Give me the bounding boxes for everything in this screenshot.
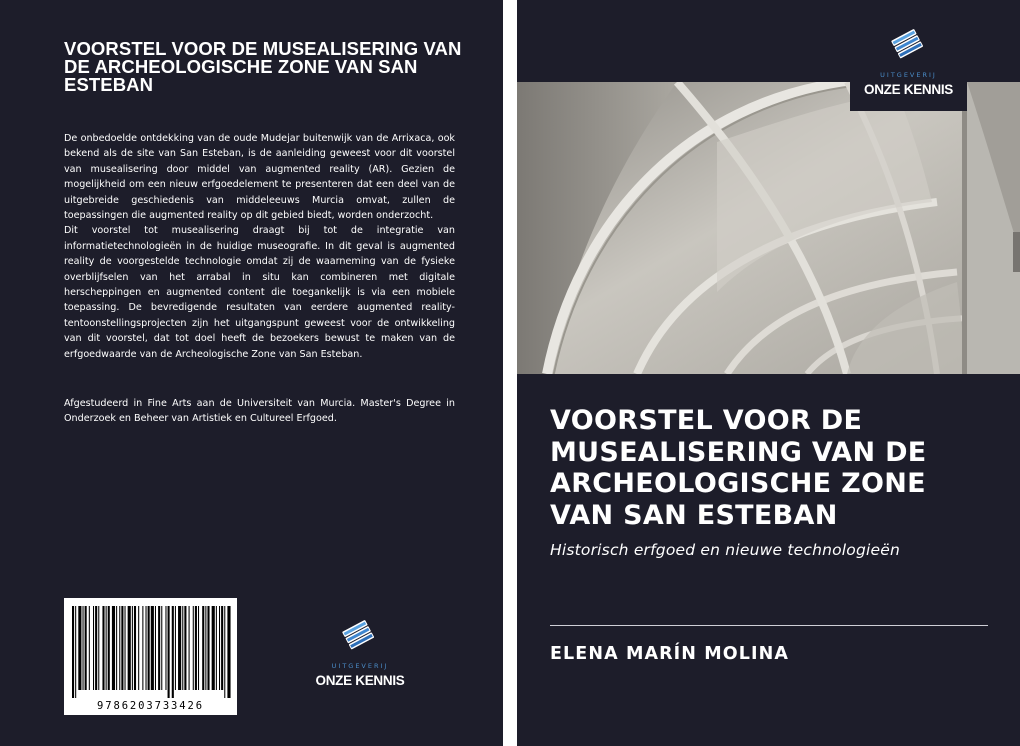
blurb-paragraph-1: De onbedoelde ontdekking van de oude Mudejar buitenwijk van de Arrixaca, ook bekend als de site van San Esteban, is de aanleiding geweest voor dit voorstel van musealisering door middel van augmented reality (AR). Gezien de mogelijkheid om een nieuw erfgoedelement te presenteren dat een deel van de uitgebreide geschiedenis van middeleeuws Murcia omvat, zullen de toepassingen die augmented reality op dit gebied biedt, worden onderzocht. bbox=[64, 133, 455, 222]
barcode-bar bbox=[212, 606, 215, 690]
barcode-bar bbox=[182, 606, 183, 690]
barcode-bar bbox=[148, 606, 150, 690]
barcode-bar bbox=[195, 606, 197, 690]
barcode-bar bbox=[142, 606, 143, 690]
barcode-bar bbox=[112, 606, 115, 690]
barcode-bar bbox=[89, 606, 90, 690]
barcode-bar bbox=[155, 606, 156, 690]
barcode-bar bbox=[202, 606, 204, 690]
barcode-bar bbox=[125, 606, 126, 690]
barcode-bar bbox=[207, 606, 209, 690]
barcode-bar bbox=[172, 606, 174, 698]
barcode-bar bbox=[178, 606, 181, 690]
barcode-bar bbox=[121, 606, 123, 690]
isbn-barcode bbox=[64, 598, 237, 715]
barcode-bar bbox=[98, 606, 99, 690]
barcode-bar bbox=[78, 606, 81, 690]
barcode-bar bbox=[75, 606, 76, 698]
barcode-bar bbox=[108, 606, 110, 690]
back-cover-title: VOORSTEL VOOR DE MUSEALISERING VAN DE ARCHEOLOGISCHE ZONE VAN SAN ESTEBAN bbox=[64, 38, 462, 95]
barcode-bar bbox=[151, 606, 154, 690]
barcode-bar bbox=[119, 606, 120, 690]
barcode-bar bbox=[138, 606, 139, 690]
isbn-digits: 9786203733426 bbox=[68, 700, 233, 712]
vaulted-ceiling-photo bbox=[517, 82, 1020, 374]
publisher-small-label: UITGEVERIJ bbox=[331, 662, 389, 670]
publisher-name: ONZE KENNIS bbox=[864, 82, 953, 97]
barcode-bar bbox=[227, 606, 230, 698]
barcode-bar bbox=[224, 606, 225, 698]
author-name: ELENA MARÍN MOLINA bbox=[550, 644, 789, 664]
back-cover-blurb bbox=[64, 131, 455, 362]
front-publisher-logo bbox=[850, 25, 967, 97]
front-cover-title: VOORSTEL VOOR DE MUSEALISERING VAN DE ARCHEOLOGISCHE ZONE VAN SAN ESTEBAN bbox=[550, 405, 927, 531]
publisher-name: ONZE KENNIS bbox=[315, 673, 405, 688]
barcode-bar bbox=[132, 606, 133, 690]
barcode-bar bbox=[102, 606, 104, 690]
barcode-bar bbox=[93, 606, 94, 690]
ceiling-illustration bbox=[517, 82, 1020, 374]
barcode-bar bbox=[219, 606, 220, 690]
spine-gap bbox=[503, 0, 517, 746]
barcode-bar bbox=[216, 606, 217, 690]
front-cover bbox=[517, 0, 1020, 746]
publisher-small-label: UITGEVERIJ bbox=[880, 71, 937, 79]
barcode-bar bbox=[116, 606, 117, 690]
divider-line bbox=[550, 625, 988, 626]
barcode-bar bbox=[146, 606, 147, 690]
barcode-bars bbox=[70, 606, 231, 698]
barcode-bar bbox=[165, 606, 166, 690]
front-cover-subtitle: Historisch erfgoed en nieuwe technologieën bbox=[550, 541, 901, 559]
barcode-bar bbox=[193, 606, 194, 690]
back-publisher-logo bbox=[305, 616, 415, 688]
barcode-bar bbox=[198, 606, 199, 690]
barcode-bar bbox=[221, 606, 223, 690]
front-publisher-logo-box bbox=[850, 18, 967, 111]
barcode-bar bbox=[95, 606, 97, 690]
barcode-bar bbox=[134, 606, 136, 690]
barcode-bar bbox=[168, 606, 170, 698]
barcode-bar bbox=[175, 606, 176, 690]
book-stack-icon bbox=[887, 25, 931, 65]
barcode-bar bbox=[72, 606, 74, 698]
back-cover bbox=[0, 0, 503, 746]
barcode-bar bbox=[128, 606, 131, 690]
barcode-bar bbox=[158, 606, 160, 690]
author-bio: Afgestudeerd in Fine Arts aan de Universiteit van Murcia. Master's Degree in Onderzoek en Beheer van Artistiek en Cultureel Erfgoed. bbox=[64, 398, 455, 425]
barcode-bar bbox=[184, 606, 186, 690]
barcode-bar bbox=[106, 606, 107, 690]
barcode-bar bbox=[83, 606, 84, 690]
barcode-bar bbox=[85, 606, 87, 690]
barcode-bar bbox=[161, 606, 162, 690]
blurb-paragraph-2: Dit voorstel tot musealisering draagt bij tot de integratie van informatietechnologieën in de huidige museografie. In dit geval is augmented reality de voorgestelde technologie omdat zij de waarneming van de fysieke overblijfselen van het arrabal in situ kan combineren met digitale herscheppingen en augmented content die toegankelijk is via een mobiele toepassing. De bevredigende resultaten van eerdere augmented reality-tentoonstellingsprojecten zijn het uitgangspunt geweest voor de ontwikkeling van dit voorstel, dat tot doel heeft de bezoekers bewust te maken van de erfgoedwaarde van de Archeologische Zone van San Esteban. bbox=[64, 225, 455, 360]
barcode-bar bbox=[189, 606, 190, 690]
book-stack-icon bbox=[338, 616, 382, 656]
barcode-bar bbox=[205, 606, 206, 690]
